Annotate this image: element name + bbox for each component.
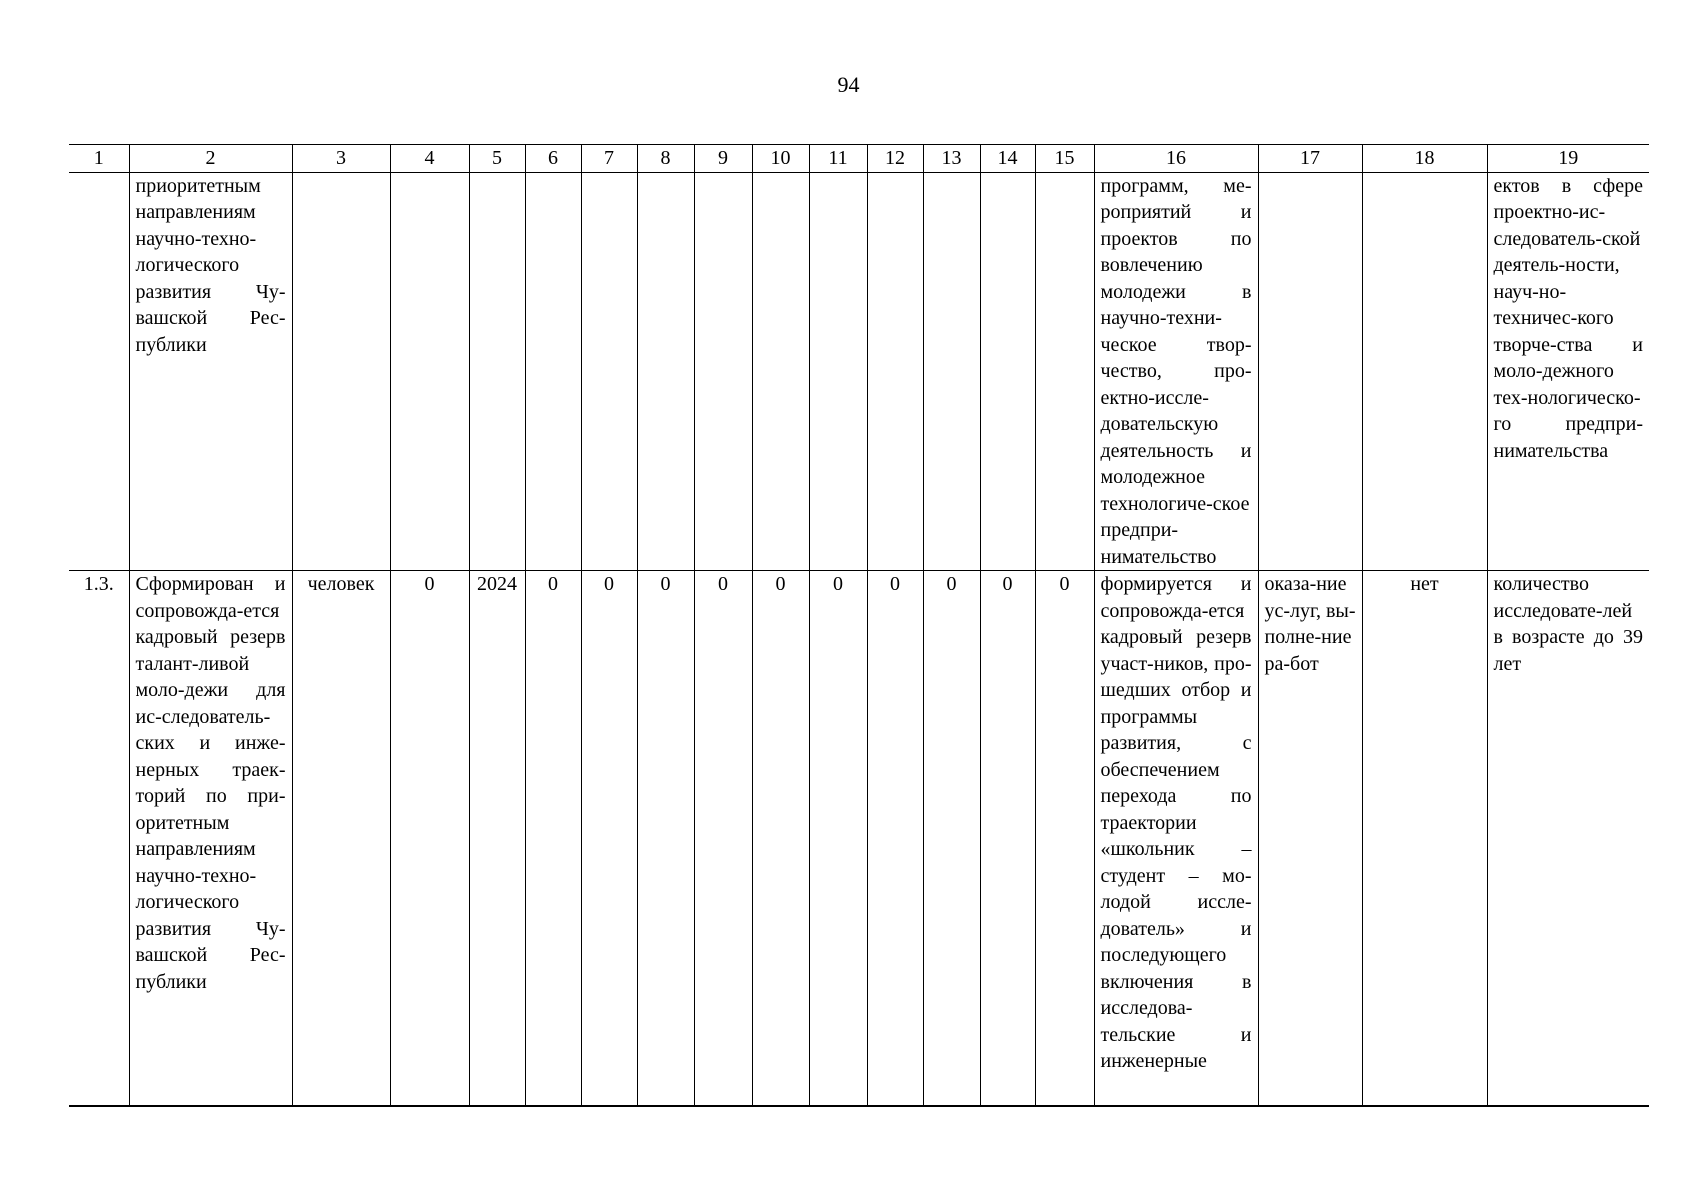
table-cell xyxy=(867,172,923,571)
column-header: 17 xyxy=(1258,145,1362,173)
table-cell xyxy=(525,172,581,571)
table-cell: 2024 xyxy=(469,571,525,1107)
table-cell: Сформирован и сопровожда-ется кадровый резерв талант-ливой моло-дежи для ис-следователь-ских и инже-нерных траек-торий по при-оритетным направлениям научно-техно-логического развития Чу-вашской Рес-публики xyxy=(129,571,292,1107)
table-cell xyxy=(980,172,1035,571)
table-cell: 0 xyxy=(694,571,752,1107)
table-cell: 0 xyxy=(809,571,867,1107)
table-cell xyxy=(292,172,390,571)
column-header: 13 xyxy=(923,145,980,173)
column-header: 7 xyxy=(581,145,637,173)
column-header: 1 xyxy=(69,145,129,173)
column-header: 11 xyxy=(809,145,867,173)
column-header: 3 xyxy=(292,145,390,173)
table-cell: 0 xyxy=(1035,571,1094,1107)
column-header: 2 xyxy=(129,145,292,173)
table-cell xyxy=(1362,172,1487,571)
table-cell xyxy=(1258,172,1362,571)
header-row xyxy=(69,145,1649,173)
table-cell: приоритетным направлениям научно-техно-логического развития Чу-вашской Рес-публики xyxy=(129,172,292,571)
column-header: 18 xyxy=(1362,145,1487,173)
column-header: 8 xyxy=(637,145,694,173)
table-cell xyxy=(923,172,980,571)
column-header: 9 xyxy=(694,145,752,173)
table-cell: количество исследовате-лей в возрасте до 39 лет xyxy=(1487,571,1649,1107)
table-row xyxy=(69,571,1649,1107)
table-cell: 0 xyxy=(390,571,469,1107)
table-cell xyxy=(69,172,129,571)
table-cell xyxy=(637,172,694,571)
table-cell: 1.3. xyxy=(69,571,129,1107)
column-header: 14 xyxy=(980,145,1035,173)
table-cell: 0 xyxy=(980,571,1035,1107)
table-cell xyxy=(390,172,469,571)
table-cell xyxy=(581,172,637,571)
column-header: 15 xyxy=(1035,145,1094,173)
table-row-continued xyxy=(69,172,1649,571)
table-cell: программ, ме-роприятий и проектов по вовлечению молодежи в научно-техни-ческое твор-чество, про-ектно-иссле-довательскую деятельность и молодежное технологиче-ское предпри-нимательство xyxy=(1094,172,1258,571)
table-cell: нет xyxy=(1362,571,1487,1107)
table-cell: 0 xyxy=(637,571,694,1107)
table-cell: ектов в сфере проектно-ис-следователь-ской деятель-ности, науч-но-техничес-кого творче-ства и моло-дежного тех-нологическо-го предпри-нимательства xyxy=(1487,172,1649,571)
table-cell xyxy=(1035,172,1094,571)
table-cell xyxy=(694,172,752,571)
table-cell: 0 xyxy=(923,571,980,1107)
column-header: 16 xyxy=(1094,145,1258,173)
column-header: 10 xyxy=(752,145,809,173)
table-cell: 0 xyxy=(867,571,923,1107)
table-cell: 0 xyxy=(581,571,637,1107)
table-cell xyxy=(809,172,867,571)
table-cell: формируется и сопровожда-ется кадровый резерв участ-ников, про-шедших отбор и программы развития, с обеспечением перехода по траектории «школьник – студент – мо-лодой иссле-дователь» и последующего включения в исследова-тельские и инженерные xyxy=(1094,571,1258,1107)
data-table xyxy=(69,144,1649,1107)
table-cell: человек xyxy=(292,571,390,1107)
table-cell: 0 xyxy=(752,571,809,1107)
table-cell xyxy=(752,172,809,571)
table-cell: оказа-ние ус-луг, вы-полне-ние ра-бот xyxy=(1258,571,1362,1107)
column-header: 6 xyxy=(525,145,581,173)
table-cell: 0 xyxy=(525,571,581,1107)
table-cell xyxy=(469,172,525,571)
column-header: 5 xyxy=(469,145,525,173)
column-header: 19 xyxy=(1487,145,1649,173)
column-header: 4 xyxy=(390,145,469,173)
page-number: 94 xyxy=(837,72,860,97)
column-header: 12 xyxy=(867,145,923,173)
